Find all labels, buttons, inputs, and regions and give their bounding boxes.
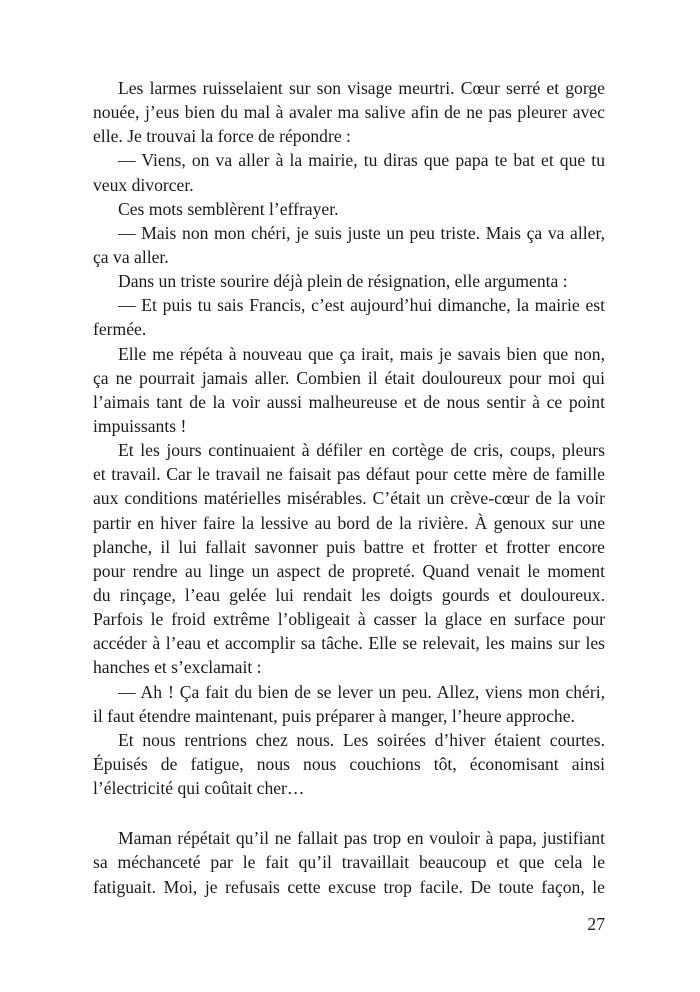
text-line: Épuisés de fatigue, nous nous couchions tôt, économisant ainsi	[93, 753, 605, 774]
text-line: pour rendre au linge un aspect de propreté. Quand venait le moment	[93, 560, 605, 581]
text-line: fatiguait. Moi, je refusais cette excuse trop facile. De toute façon, le	[93, 876, 605, 897]
text-line: accéder à l’eau et accomplir sa tâche. Elle se relevait, les mains sur les	[93, 633, 605, 654]
text-line: sa méchanceté par le fait qu’il travaillait beaucoup et que cela le	[93, 852, 605, 873]
body-text	[93, 76, 605, 899]
text-line: elle. Je trouvai la force de répondre :	[93, 126, 351, 147]
text-line: et travail. Car le travail ne faisait pas défaut pour cette mère de famille	[93, 464, 605, 485]
text-line: il faut étendre maintenant, puis préparer à manger, l’heure approche.	[93, 705, 575, 726]
text-line: Et nous rentrions chez nous. Les soirées d’hiver étaient courtes.	[118, 729, 605, 750]
text-line: fermée.	[93, 319, 147, 340]
text-line: du rinçage, l’eau gelée lui rendait les doigts gourds et douloureux.	[93, 584, 605, 605]
text-line: ça va aller.	[93, 246, 169, 267]
text-line: hanches et s’exclamait :	[93, 657, 262, 678]
text-line: Les larmes ruisselaient sur son visage meurtri. Cœur serré et gorge	[118, 78, 605, 98]
text-line: Maman répétait qu’il ne fallait pas trop en vouloir à papa, justifiant	[118, 828, 605, 849]
text-line: nouée, j’eus bien du mal à avaler ma salive afin de ne pas pleurer avec	[93, 102, 605, 123]
text-line: Parfois le froid extrême l’obligeait à casser la glace en surface pour	[93, 609, 605, 630]
text-line: planche, il lui fallait savonner puis battre et frotter et frotter encore	[93, 536, 605, 557]
text-line: l’électricité qui coûtait cher…	[93, 778, 305, 799]
text-line: Elle me répéta à nouveau que ça irait, mais je savais bien que non,	[118, 343, 605, 364]
text-line: ça ne pourrait jamais aller. Combien il était douloureux pour moi qui	[93, 367, 605, 388]
text-line: — Ah ! Ça fait du bien de se lever un peu. Allez, viens mon chéri,	[118, 681, 605, 702]
page-number: 27	[587, 914, 605, 934]
section-break	[93, 800, 605, 826]
text-line: Et les jours continuaient à défiler en cortège de cris, coups, pleurs	[118, 440, 605, 461]
text-line: Ces mots semblèrent l’effrayer.	[118, 198, 339, 219]
text-line: — Et puis tu sais Francis, c’est aujourd’hui dimanche, la mairie est	[118, 295, 605, 316]
text-line: veux divorcer.	[93, 174, 194, 195]
text-line: — Mais non mon chéri, je suis juste un peu triste. Mais ça va aller,	[118, 222, 605, 243]
text-line: — Viens, on va aller à la mairie, tu diras que papa te bat et que tu	[118, 150, 605, 171]
text-line: partir en hiver faire la lessive au bord de la rivière. À genoux sur une	[93, 512, 605, 533]
text-line: l’aimais tant de la voir aussi malheureuse et de nous sentir à ce point	[93, 391, 605, 412]
text-line: Dans un triste sourire déjà plein de résignation, elle argumenta :	[118, 271, 568, 292]
text-line: aux conditions matérielles misérables. C’était un crève-cœur de la voir	[93, 488, 605, 509]
text-line: impuissants !	[93, 415, 187, 436]
